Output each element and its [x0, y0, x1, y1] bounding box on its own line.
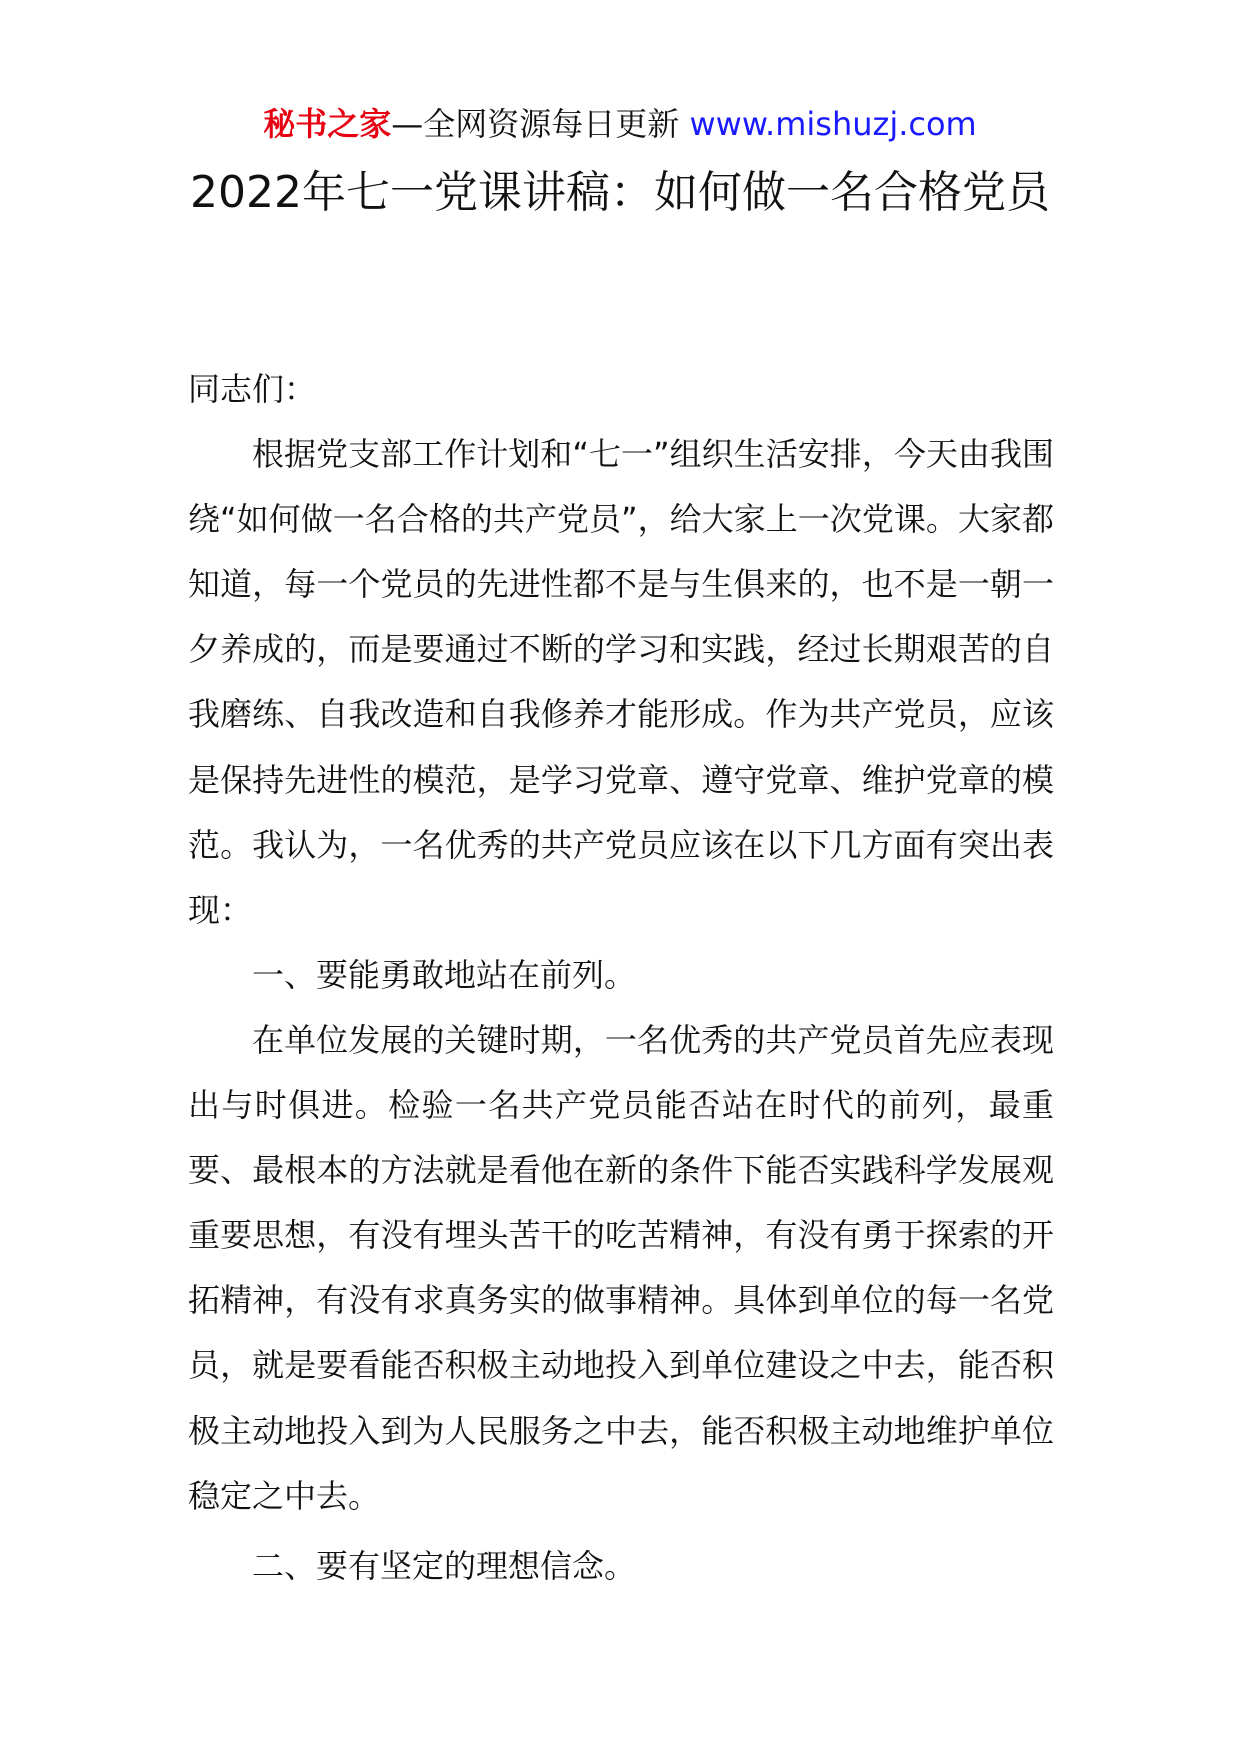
site-tagline: —全网资源每日更新 — [391, 105, 690, 143]
salutation: 同志们： — [188, 370, 317, 408]
document-title: 2022年七一党课讲稿：如何做一名合格党员 — [190, 167, 1050, 218]
site-header — [0, 98, 1240, 150]
paragraph-intro: 根据党支部工作计划和“七一”组织生活安排，今天由我围绕“如何做一名合格的共产党员”，给大家上一次党课。大家都知道，每一个党员的先进性都不是与生俱来的，也不是一朝一夕养成的，而是要通过不断的学习和实践，经过长期艰苦的自我磨练、自我改造和自我修养才能形成。作为共产党员，应该是保持先进性的模范，是学习党章、遵守党章、维护党章的模范。我认为，一名优秀的共产党员应该在以下几方面有突出表现： — [188, 435, 1054, 929]
section-heading-2: 二、要有坚定的理想信念。 — [252, 1546, 637, 1585]
section-heading-1: 一、要能勇敢地站在前列。 — [252, 955, 637, 994]
paragraph-section-1: 在单位发展的关键时期，一名优秀的共产党员首先应表现出与时俱进。检验一名共产党员能否站在时代的前列，最重要、最根本的方法就是看他在新的条件下能否实践科学发展观重要思想，有没有埋头苦干的吃苦精神，有没有勇于探索的开拓精神，有没有求真务实的做事精神。具体到单位的每一名党员，就是要看能否积极主动地投入到单位建设之中去，能否积极主动地投入到为人民服务之中去，能否积极主动地维护单位稳定之中去。 — [188, 1020, 1054, 1515]
document-body — [188, 357, 1054, 1599]
site-brand: 秘书之家 — [263, 105, 392, 143]
site-url-link[interactable]: www.mishuzj.com — [689, 105, 977, 143]
